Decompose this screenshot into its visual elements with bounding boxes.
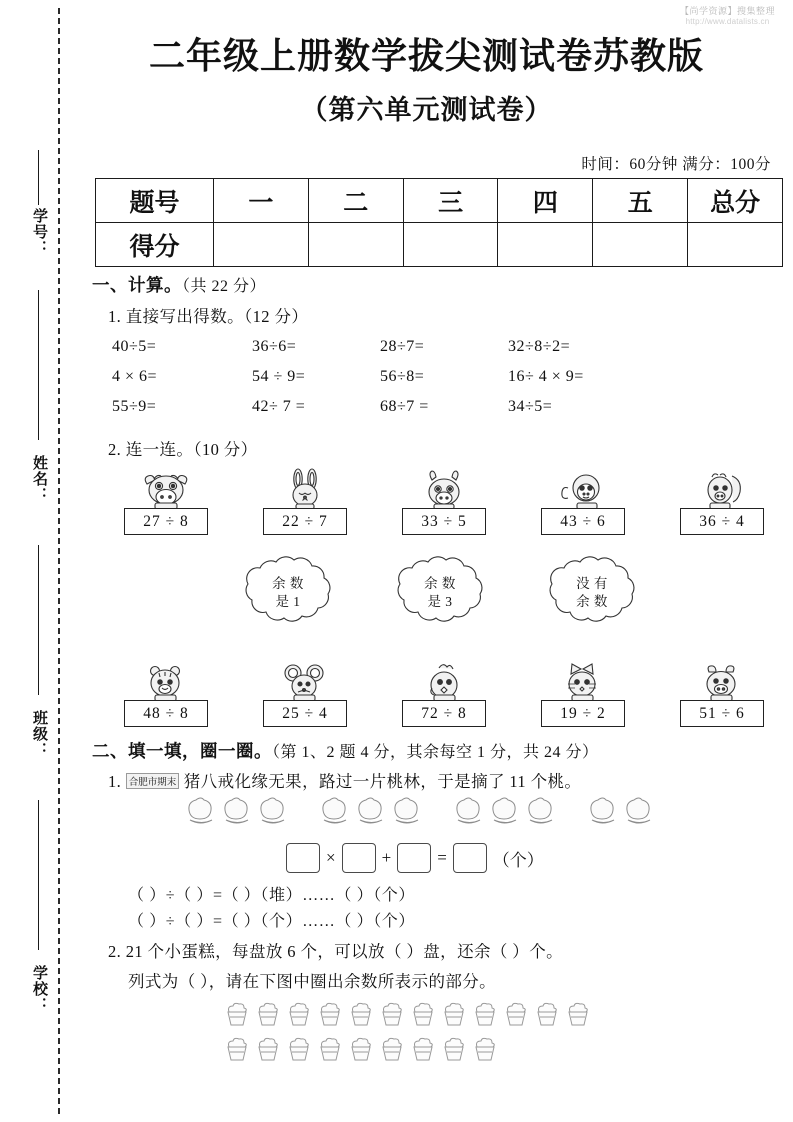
calc-item: 55÷9= [112,398,157,415]
expression-box[interactable]: 33 ÷ 5 [402,508,486,535]
question-2-2-line-1 [108,938,563,962]
peach-icon [588,792,660,832]
peach-icon [454,792,562,832]
cloud-line-1: 余 数 [272,575,304,591]
animal-card-pig[interactable] [664,660,780,727]
cupcake-icon[interactable] [315,1035,345,1063]
unit-label: （个） [492,850,544,870]
animal-row-bottom [108,660,780,727]
question-1-1-label [108,303,308,327]
cupcake-icon[interactable] [501,1000,531,1028]
score-table-col-2: 二 [308,179,403,223]
calc-item: 54 ÷ 9= [252,368,306,385]
calc-item: 36÷6= [252,338,297,355]
expression-box[interactable]: 19 ÷ 2 [541,700,625,727]
score-table-row-label: 得分 [96,223,214,267]
margin-label-school: 学校： [31,965,47,1013]
calc-item: 42÷ 7 = [252,398,306,415]
margin-rule [38,150,39,205]
fill-blank-line-1[interactable]: （ ）÷（ ）=（ ）（堆）……（ ）（个） [128,887,416,904]
calc-item: 34÷5= [508,398,553,415]
animal-card-horse[interactable] [664,468,780,535]
animal-card-cat[interactable] [525,660,641,727]
section-1-points: （共 22 分） [182,278,267,295]
cupcake-row-1 [222,1000,594,1033]
score-cell-5[interactable] [593,223,688,267]
calc-item: 16÷ 4 × 9= [508,368,584,385]
q2-2-number: 2. [108,942,122,961]
answer-box-2[interactable] [342,843,376,873]
cupcake-icon[interactable] [284,1035,314,1063]
cupcake-icon[interactable] [439,1000,469,1028]
animal-card-tiger[interactable] [108,660,224,727]
expression-box[interactable]: 48 ÷ 8 [124,700,208,727]
q1-2-points: （10 分） [193,440,258,459]
cupcake-icon[interactable] [346,1000,376,1028]
cloud-line-1: 余 数 [424,575,456,591]
animal-card-monkey[interactable] [525,468,641,535]
cloud-line-2: 余 数 [576,594,608,609]
operator-equals: = [437,848,447,867]
answer-box-4[interactable] [453,843,487,873]
margin-label-name: 姓名： [31,455,47,503]
peach-group-1 [186,792,294,832]
cloud-remainder-1[interactable] [230,552,346,634]
cloud-text [272,575,304,611]
page-title: 二年级上册数学拔尖测试卷苏教版 [148,36,704,76]
source-badge: 合肥市期末 [126,773,180,789]
watermark [680,6,775,27]
expression-box[interactable]: 72 ÷ 8 [402,700,486,727]
section-1-title: 一、计算。 [92,275,182,295]
score-table [95,178,783,267]
score-table-col-5: 五 [593,179,688,223]
table-row-scores [96,223,783,267]
cupcake-icon[interactable] [284,1000,314,1028]
peach-icon [186,792,294,832]
calc-item: 4 × 6= [112,368,158,385]
section-2-heading [92,738,599,763]
expression-box[interactable]: 36 ÷ 4 [680,508,764,535]
cloud-line-2: 是 3 [427,594,453,609]
fill-blank-line-2[interactable]: （ ）÷（ ）=（ ）（个）……（ ）（个） [128,913,416,930]
answer-box-3[interactable] [397,843,431,873]
cupcake-icon[interactable] [315,1000,345,1028]
peach-group-3 [454,792,562,832]
cloud-text [424,575,456,611]
cupcake-icon[interactable] [470,1035,500,1063]
score-table-col-3: 三 [403,179,498,223]
calc-item: 56÷8= [380,368,425,385]
section-2-title: 二、填一填，圈一圈。 [92,741,272,761]
cloud-row [230,552,650,634]
operator-multiply: × [326,848,336,867]
calc-row-1 [112,338,636,356]
q2-1-number: 1. [108,772,122,791]
peach-illustration-row [186,792,746,832]
margin-label-student-id: 学号： [31,208,47,256]
calc-row-2 [112,368,636,386]
cupcake-icon[interactable] [253,1000,283,1028]
expression-box[interactable]: 43 ÷ 6 [541,508,625,535]
peach-group-4 [588,792,660,832]
calc-item: 68÷7 = [380,398,429,415]
cupcake-icon[interactable] [222,1000,252,1028]
score-cell-total[interactable] [688,223,783,267]
cupcake-row-2 [222,1035,501,1068]
exam-meta: 时间：60分钟 满分：100分 [581,156,771,173]
cupcake-icon[interactable] [470,1000,500,1028]
margin-rule [38,545,39,695]
q2-2-text-1[interactable]: 21 个小蛋糕，每盘放 6 个，可以放（ ）盘，还余（ ）个。 [125,942,563,961]
q1-1-points: （12 分） [244,307,309,326]
score-table-col-total: 总分 [688,179,783,223]
cupcake-icon[interactable] [439,1035,469,1063]
margin-label-class: 班级： [31,710,47,758]
cupcake-icon[interactable] [532,1000,562,1028]
margin-rule [38,290,39,440]
score-table-col-1: 一 [214,179,309,223]
section-2-points: （第 1、2 题 4 分，其余每空 1 分，共 24 分） [272,744,599,761]
section-1-heading [92,272,266,297]
margin-rule [38,800,39,950]
cupcake-icon[interactable] [253,1035,283,1063]
cupcake-icon[interactable] [377,1000,407,1028]
page-subtitle: （第六单元测试卷） [300,95,553,125]
score-cell-3[interactable] [403,223,498,267]
question-2-1 [108,768,581,792]
watermark-line-2: http://www.datalists.cn [685,17,770,27]
cloud-line-2: 是 1 [275,594,301,609]
score-cell-4[interactable] [498,223,593,267]
expression-box[interactable]: 25 ÷ 4 [263,700,347,727]
q1-1-text: 1. 直接写出得数。 [108,307,244,326]
cloud-line-1: 没 有 [576,575,608,591]
calc-item: 40÷5= [112,338,157,355]
expression-box[interactable]: 27 ÷ 8 [124,508,208,535]
margin-strip [0,0,72,1122]
calc-item: 32÷8÷2= [508,338,571,355]
calc-row-3 [112,398,636,416]
cupcake-icon[interactable] [408,1035,438,1063]
score-cell-2[interactable] [308,223,403,267]
expression-box[interactable]: 51 ÷ 6 [680,700,764,727]
operator-plus: + [381,848,392,867]
cupcake-icon[interactable] [377,1035,407,1063]
question-1-2-label [108,436,258,460]
cloud-remainder-3[interactable] [382,552,498,634]
answer-box-1[interactable] [286,843,320,873]
q2-1-text: 猪八戒化缘无果，路过一片桃林，于是摘了 11 个桃。 [183,772,582,791]
score-table-col-4: 四 [498,179,593,223]
watermark-line-1: 【尚学资源】搜集整理 [679,6,775,16]
expression-box[interactable]: 22 ÷ 7 [263,508,347,535]
animal-card-chick[interactable] [386,660,502,727]
cupcake-icon[interactable] [563,1000,593,1028]
animal-card-mouse[interactable] [247,660,363,727]
cloud-no-remainder[interactable] [534,552,650,634]
animal-row-top [108,468,780,535]
peach-group-2 [320,792,428,832]
score-cell-1[interactable] [214,223,309,267]
cupcake-icon[interactable] [222,1035,252,1063]
cupcake-icon[interactable] [346,1035,376,1063]
animal-card-cow[interactable] [108,468,224,535]
calc-item: 28÷7= [380,338,425,355]
cloud-text [576,575,608,611]
table-row-header [96,179,783,223]
box-equation-row [286,843,544,873]
cupcake-icon[interactable] [408,1000,438,1028]
q1-2-text: 2. 连一连。 [108,440,194,459]
cut-line [58,8,60,1114]
animal-card-goat[interactable] [386,468,502,535]
question-2-2-line-2[interactable]: 列式为（ ），请在下图中圈出余数所表示的部分。 [128,972,497,991]
peach-icon [320,792,428,832]
score-table-row-label: 题号 [96,179,214,223]
animal-card-rabbit[interactable] [247,468,363,535]
